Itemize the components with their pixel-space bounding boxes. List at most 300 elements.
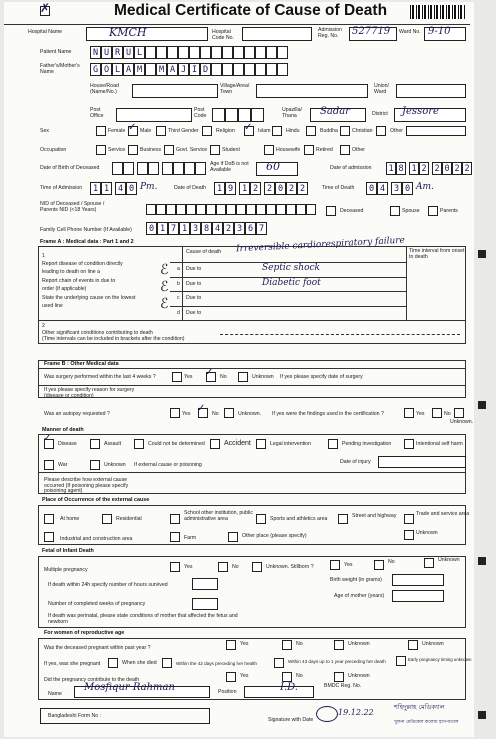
surgery-date-label: If yes please specify date of surgery	[280, 374, 363, 380]
post-office-label: Post Office	[90, 107, 104, 119]
contribute-yes-box[interactable]	[226, 672, 236, 682]
islam-check-icon: ✓	[244, 122, 253, 133]
nid-parents-label: Parents	[440, 208, 458, 214]
patient-name-cell[interactable]	[222, 46, 233, 59]
father-name-cell[interactable]	[211, 63, 222, 76]
describe-label: Please describe how external cause occurred (If poisoning please specify poisoning agent)	[44, 477, 129, 495]
dob-label: Date of Birth of Deceased	[40, 165, 100, 171]
religion-buddha-box[interactable]	[306, 126, 316, 136]
cause-line-letter: c	[177, 295, 180, 301]
toa-cell[interactable]: 4	[115, 182, 126, 195]
ward-no-label: Ward No.	[399, 29, 421, 35]
place-residential-box[interactable]	[102, 514, 112, 524]
place-industrial-box[interactable]	[44, 532, 54, 542]
religion-other-field[interactable]	[406, 126, 466, 136]
house-field[interactable]	[132, 84, 218, 98]
manner-war-box[interactable]	[44, 460, 54, 470]
religion-other-box[interactable]	[376, 126, 386, 136]
nid-cell[interactable]	[246, 204, 256, 215]
nid-cell[interactable]	[186, 204, 196, 215]
edge-marker	[478, 711, 486, 719]
sex-third-box[interactable]	[156, 126, 166, 136]
cause-line-field[interactable]	[182, 307, 407, 321]
surgery-yes-label: Yes	[184, 374, 193, 380]
nid-cell[interactable]	[266, 204, 276, 215]
contribute-unknown-box[interactable]	[334, 672, 344, 682]
cause-line-letter: a	[177, 266, 180, 272]
village-field[interactable]	[256, 84, 368, 98]
village-label: Village/Area/ Town	[220, 83, 250, 95]
doa-cell[interactable]: 2	[419, 162, 429, 175]
pregnant-yes-box[interactable]	[226, 640, 236, 650]
doa-cell[interactable]: 2	[462, 162, 472, 175]
occ-retired-box[interactable]	[304, 145, 314, 155]
nid-cell[interactable]	[206, 204, 216, 215]
post-code-label: Post Code	[194, 107, 207, 119]
timing-unknown-box[interactable]	[396, 656, 406, 666]
other-conditions-line	[220, 334, 460, 335]
pregnant-extra-box[interactable]	[408, 640, 418, 650]
father-name-cell[interactable]: A	[123, 63, 134, 76]
occ-housewife-box[interactable]	[264, 145, 274, 155]
father-name-cell[interactable]: L	[112, 63, 123, 76]
edge-marker	[478, 250, 486, 258]
dob-cell[interactable]	[137, 162, 148, 175]
signature-mark	[316, 706, 338, 722]
manner-pending-box[interactable]	[328, 439, 338, 449]
signature-date: 19.12.22	[338, 708, 374, 717]
contribute-no-box[interactable]	[282, 672, 292, 682]
tod-suffix: Am.	[416, 182, 434, 192]
religion-hindu-box[interactable]	[272, 126, 282, 136]
pregnant-question: Was the deceased pregnant within past year ?	[44, 645, 151, 651]
barcode	[410, 5, 466, 19]
admission-reg-value: 527719	[352, 26, 391, 37]
dod-cell[interactable]: 1	[214, 182, 225, 195]
cause-line-field[interactable]	[182, 292, 407, 306]
phone-cell[interactable]: 3	[190, 222, 201, 235]
findings-unknown-box[interactable]	[454, 408, 464, 418]
religion-islam-label: Islam	[258, 128, 271, 134]
form-title: Medical Certificate of Cause of Death	[114, 2, 388, 19]
patient-name-cell[interactable]	[189, 46, 200, 59]
frame-a-row1: 1	[42, 253, 45, 259]
manner-undetermined-label: Could not be determined	[148, 441, 205, 447]
multiple-label: Multiple pregnancy	[44, 567, 88, 573]
post-code-cell[interactable]	[225, 108, 238, 122]
other-conditions-label: Other significant conditions contributing to death	[42, 330, 153, 336]
post-code-cell[interactable]	[238, 108, 251, 122]
bmdc-label: BMDC Reg. No.	[324, 683, 362, 689]
dod-cell[interactable]: 9	[225, 182, 236, 195]
pregnant-no-box[interactable]	[282, 640, 292, 650]
nid-cell[interactable]	[256, 204, 266, 215]
women-header: For women of reproductive age	[44, 630, 125, 636]
post-code-cell[interactable]	[212, 108, 225, 122]
union-label: Union/ Ward	[374, 83, 389, 95]
stillborn-yes-box[interactable]	[330, 560, 340, 570]
findings-yes-box[interactable]	[404, 408, 414, 418]
nid-cell[interactable]	[176, 204, 186, 215]
occ-housewife-label: Housewife	[276, 147, 301, 153]
injury-date-label: Date of injury	[340, 459, 371, 465]
patient-name-label: Patient Name	[40, 49, 72, 55]
place-sports-label: Sports and athletics area	[270, 516, 328, 522]
occ-service-box[interactable]	[96, 145, 106, 155]
union-field[interactable]	[396, 84, 466, 98]
doa-cell[interactable]: 1	[386, 162, 396, 175]
phone-label: Family Cell Phone Number (If Available)	[40, 227, 132, 233]
father-name-cell[interactable]: O	[101, 63, 112, 76]
religion-other-label: Other	[390, 128, 403, 134]
hours-field[interactable]	[192, 578, 218, 590]
house-label: House/Road (Name/No.)	[90, 83, 119, 95]
surgery-unknown-box[interactable]	[238, 372, 248, 382]
place-street-box[interactable]	[338, 514, 348, 524]
autopsy-findings-label: If yes were the findings used in the certification ?	[272, 411, 384, 417]
place-header: Place of Occurrence of the external cause	[42, 497, 150, 503]
stamp-line-2: খুলনা মেডিকেল কলেজ হাসপাতাল	[394, 720, 459, 725]
patient-name-cell[interactable]	[167, 46, 178, 59]
brace-icon-2: ℰ	[160, 278, 169, 294]
doa-cell[interactable]: 8	[396, 162, 406, 175]
when-died-label: When she died	[122, 660, 157, 666]
fetal-header: Fetal of Infant Death	[42, 548, 94, 554]
occ-retired-label: Retired	[316, 147, 333, 153]
dod-cell[interactable]: 2	[286, 182, 297, 195]
occ-govt-label: Govt. Service	[176, 147, 208, 153]
doa-cell[interactable]: 1	[409, 162, 419, 175]
dob-cell[interactable]	[184, 162, 195, 175]
ward-no-value: 9-10	[428, 26, 451, 37]
phone-cell[interactable]: 1	[157, 222, 168, 235]
nid-cell[interactable]	[286, 204, 296, 215]
place-farm-box[interactable]	[170, 532, 180, 542]
findings-no-box[interactable]	[432, 408, 442, 418]
autopsy-yes-box[interactable]	[170, 408, 180, 418]
stamp-line-1: শহিদুল্লাহ মেডিক্যাল	[394, 703, 445, 711]
surgery-reason-label: If yes please specify reason for surgery (disease or condition)	[44, 387, 135, 399]
place-home-label: At home	[60, 516, 80, 522]
tod-cell[interactable]: 0	[366, 182, 377, 195]
within43-box[interactable]	[274, 658, 284, 668]
nid-deceased-box[interactable]	[326, 206, 336, 216]
patient-name-cell[interactable]: R	[112, 46, 123, 59]
bangladeshi-form-field[interactable]	[40, 708, 210, 724]
place-unknown-box[interactable]	[404, 530, 414, 540]
patient-name-cell[interactable]: L	[134, 46, 145, 59]
phone-cell[interactable]: 1	[179, 222, 190, 235]
nid-cell[interactable]	[146, 204, 156, 215]
phone-cell[interactable]: 2	[223, 222, 234, 235]
nid-spouse-box[interactable]	[390, 206, 400, 216]
occ-govt-box[interactable]	[164, 145, 174, 155]
dod-cell[interactable]: 2	[297, 182, 308, 195]
position-label: Position	[218, 689, 237, 695]
pregnant-unknown-box[interactable]	[334, 640, 344, 650]
phone-cell[interactable]: 7	[168, 222, 179, 235]
cause-line-row	[170, 277, 406, 292]
manner-accident-label: Accident	[224, 440, 251, 447]
hospital-name-label: Hospital Name	[28, 29, 63, 35]
name-label: Name	[48, 691, 62, 697]
pregnant-extra-label: Unknown	[422, 641, 444, 647]
manner-assault-label: Assault	[104, 441, 122, 447]
edge-marker	[478, 557, 486, 565]
frame-b-header: Frame B : Other Medical data	[44, 361, 119, 367]
dob-cell[interactable]	[195, 162, 206, 175]
phone-cell[interactable]: 7	[256, 222, 267, 235]
patient-name-cell[interactable]: U	[101, 46, 112, 59]
manner-unknown-label: Unknown	[104, 462, 126, 468]
within42-label: Within the 42 days preceding her health	[176, 661, 257, 666]
manner-self-harm-box[interactable]	[404, 439, 414, 449]
instruction-line: State the underlying cause on the lowest	[42, 294, 136, 301]
stillborn-label: Unknown. Stillborn ?	[266, 564, 314, 570]
place-other-box[interactable]	[228, 532, 238, 542]
father-name-cell[interactable]: M	[156, 63, 167, 76]
corner-check-icon: ✗	[40, 1, 51, 15]
sex-female-label: Female	[108, 128, 126, 134]
manner-accident-box[interactable]	[210, 439, 220, 449]
dod-cell[interactable]: 2	[264, 182, 275, 195]
pregnant-yes-label: Yes	[240, 641, 249, 647]
nid-cell[interactable]	[196, 204, 206, 215]
dob-cell[interactable]	[123, 162, 134, 175]
cause-line-label: Due to	[186, 309, 202, 316]
injury-date-field[interactable]	[378, 456, 466, 468]
occ-student-label: Student	[222, 147, 240, 153]
phone-cell[interactable]: 8	[201, 222, 212, 235]
occ-business-label: Business	[140, 147, 162, 153]
manner-assault-box[interactable]	[90, 439, 100, 449]
father-name-cell[interactable]	[233, 63, 244, 76]
father-name-label: Father's/Mother's Name	[40, 63, 80, 75]
birth-weight-field[interactable]	[392, 574, 444, 586]
father-name-cell[interactable]	[222, 63, 233, 76]
certificate-page	[4, 2, 474, 737]
autopsy-unknown-box[interactable]	[224, 408, 234, 418]
father-name-cell[interactable]	[255, 63, 266, 76]
top-cause-value: Irreversible cardiorespiratory failure	[235, 235, 406, 255]
when-died-box[interactable]	[108, 658, 118, 668]
hospital-name-value: KMCH	[109, 26, 147, 39]
place-school-label: School other institution, public administrative area	[184, 510, 253, 522]
occ-student-box[interactable]	[210, 145, 220, 155]
dod-cell[interactable]: 0	[275, 182, 286, 195]
brace-icon-1: ℰ	[160, 261, 169, 277]
patient-name-cell[interactable]	[233, 46, 244, 59]
doa-label: Date of admission	[330, 165, 372, 171]
manner-undetermined-box[interactable]	[134, 439, 144, 449]
admission-reg-label: Admission Reg. No.	[318, 27, 342, 39]
external-label: If external cause or poisoning	[134, 462, 202, 468]
doa-cell[interactable]: 2	[432, 162, 442, 175]
findings-unknown-label: Unknown.	[450, 419, 474, 425]
place-home-box[interactable]	[44, 514, 54, 524]
religion-christian-box[interactable]	[340, 126, 350, 136]
father-name-cell[interactable]	[244, 63, 255, 76]
place-farm-label: Farm	[184, 535, 197, 541]
multiple-no-box[interactable]	[218, 562, 228, 572]
patient-name-cell[interactable]	[277, 46, 288, 59]
position-value: I.D.	[280, 682, 298, 693]
religion-label: Religion	[216, 128, 235, 134]
manner-legal-box[interactable]	[256, 439, 266, 449]
tod-cell[interactable]: 0	[402, 182, 413, 195]
tod-cell[interactable]: 3	[391, 182, 402, 195]
dob-cell[interactable]	[148, 162, 159, 175]
place-unknown-label: Unknown	[416, 530, 438, 536]
occupation-label: Occupation	[40, 147, 67, 153]
patient-name-cell[interactable]: N	[90, 46, 101, 59]
patient-name-cell[interactable]	[200, 46, 211, 59]
toa-cell[interactable]: 0	[126, 182, 137, 195]
autopsy-yes-label: Yes	[182, 411, 191, 417]
dob-cell[interactable]	[173, 162, 184, 175]
tod-cell[interactable]: 4	[377, 182, 388, 195]
toa-suffix: Pm.	[140, 182, 158, 192]
doa-cell[interactable]: 0	[442, 162, 452, 175]
phone-cell[interactable]: 6	[245, 222, 256, 235]
manner-war-label: War	[58, 462, 68, 468]
father-name-cell[interactable]: G	[90, 63, 101, 76]
father-name-cell[interactable]	[266, 63, 277, 76]
contribute-label: Did the pregnancy contribute to the death	[44, 677, 140, 683]
stillborn-unknown-box[interactable]	[424, 558, 434, 568]
manner-unknown-box[interactable]	[90, 460, 100, 470]
toa-cell[interactable]: 1	[90, 182, 101, 195]
hospital-code-field[interactable]	[242, 27, 312, 41]
stillborn-no-label: No	[388, 559, 395, 565]
father-name-cell[interactable]	[277, 63, 288, 76]
manner-header: Manner of death	[42, 427, 84, 433]
hospital-name-field[interactable]	[86, 27, 208, 41]
instruction-line: used line	[42, 303, 63, 309]
occ-business-box[interactable]	[128, 145, 138, 155]
father-name-cell[interactable]: J	[178, 63, 189, 76]
instruction-line: order (if applicable)	[42, 286, 87, 293]
post-office-field[interactable]	[116, 108, 192, 122]
male-check-icon: ✓	[128, 122, 137, 133]
father-name-cell[interactable]: A	[167, 63, 178, 76]
cause-line-label: Due to	[186, 266, 202, 272]
father-name-cell[interactable]	[145, 63, 156, 76]
post-code-cell[interactable]	[251, 108, 264, 122]
position-field[interactable]	[244, 686, 314, 698]
nid-cell[interactable]	[166, 204, 176, 215]
patient-name-cell[interactable]	[255, 46, 266, 59]
dod-cell[interactable]: 1	[239, 182, 250, 195]
doa-cell[interactable]: 2	[452, 162, 462, 175]
weeks-field[interactable]	[192, 598, 218, 610]
autopsy-unknown-label: Unknown.	[238, 411, 262, 417]
mother-age-field[interactable]	[392, 590, 444, 602]
patient-name-cell[interactable]	[211, 46, 222, 59]
sex-female-box[interactable]	[96, 126, 106, 136]
patient-name-cell[interactable]	[145, 46, 156, 59]
within42-box[interactable]	[162, 658, 172, 668]
signature-label: Signature with Date	[268, 717, 314, 723]
nid-cell[interactable]	[216, 204, 226, 215]
nid-parents-box[interactable]	[428, 206, 438, 216]
sex-label: Sex	[40, 128, 49, 134]
cause-line-label: Due to	[186, 295, 202, 301]
occ-service-label: Service	[108, 147, 126, 153]
surgery-question: Was surgery performed within the last 4 weeks ?	[44, 374, 156, 380]
place-residential-label: Residential	[116, 516, 142, 522]
mother-age-label: Age of mother (years)	[334, 593, 385, 599]
patient-name-cell[interactable]	[244, 46, 255, 59]
place-school-box[interactable]	[170, 514, 180, 524]
cause-line-row	[170, 306, 406, 321]
phone-cell[interactable]: 3	[234, 222, 245, 235]
father-name-cell[interactable]: I	[189, 63, 200, 76]
father-name-cell[interactable]: D	[200, 63, 211, 76]
sex-extra-box[interactable]	[202, 126, 212, 136]
surgery-yes-box[interactable]	[172, 372, 182, 382]
hours-label: If death within 24h specify number of hours survived	[48, 582, 168, 588]
findings-yes-label: Yes	[416, 411, 425, 417]
nid-cell[interactable]	[236, 204, 246, 215]
pregnant-no-label: No	[296, 641, 303, 647]
stillborn-no-box[interactable]	[374, 560, 384, 570]
when-label: If yes, was she pregnant	[44, 661, 101, 667]
toa-cell[interactable]: 1	[101, 182, 112, 195]
nid-cell[interactable]	[226, 204, 236, 215]
cause-label: Cause of death	[186, 249, 222, 255]
patient-name-cell[interactable]	[156, 46, 167, 59]
nid-cell[interactable]	[156, 204, 166, 215]
stillborn-box[interactable]	[252, 562, 262, 572]
dob-cell[interactable]	[162, 162, 173, 175]
phone-cell[interactable]: 4	[212, 222, 223, 235]
religion-buddha-label: Buddha	[320, 128, 338, 134]
place-industrial-label: Industrial and construction area	[60, 536, 133, 542]
nid-cell[interactable]	[306, 204, 316, 215]
patient-name-cell[interactable]: U	[123, 46, 134, 59]
sex-male-label: Male	[140, 128, 152, 134]
religion-hindu-label: Hindu	[286, 128, 300, 134]
dod-cell[interactable]: 2	[250, 182, 261, 195]
autopsy-no-label: No	[212, 411, 219, 417]
father-name-cell[interactable]: M	[134, 63, 145, 76]
birth-weight-label: Birth weight (in grams)	[330, 577, 382, 583]
nid-cell[interactable]	[276, 204, 286, 215]
phone-cell[interactable]: 0	[146, 222, 157, 235]
timing-unknown-label: Early pregnancy timing unknown	[408, 657, 472, 662]
dob-cell[interactable]	[112, 162, 123, 175]
findings-no-label: No	[444, 411, 451, 417]
perinatal-label: If death was perinatal, please state conditions of mother that affected the fetus and newborn	[48, 613, 238, 625]
nid-cell[interactable]	[296, 204, 306, 215]
hospital-stamp	[394, 702, 470, 732]
multiple-yes-box[interactable]	[170, 562, 180, 572]
hospital-code-label: Hospital Code No.	[212, 29, 234, 41]
name-value: Mosfiqur Rahman	[84, 682, 175, 693]
nid-spouse-label: Spouse	[402, 208, 420, 214]
stillborn-unknown-label: Unknown	[438, 557, 460, 563]
interval-label: Time interval from onset to death	[409, 248, 465, 260]
place-trade-box[interactable]	[404, 514, 414, 524]
within43-label: Within 43 days up to 1 year preceding her death	[288, 659, 386, 664]
patient-name-cell[interactable]	[178, 46, 189, 59]
age-value: 60	[266, 160, 280, 173]
patient-name-cell[interactable]	[266, 46, 277, 59]
district-value: Jessore	[402, 106, 439, 117]
occ-other-box[interactable]	[340, 145, 350, 155]
place-sports-box[interactable]	[256, 514, 266, 524]
